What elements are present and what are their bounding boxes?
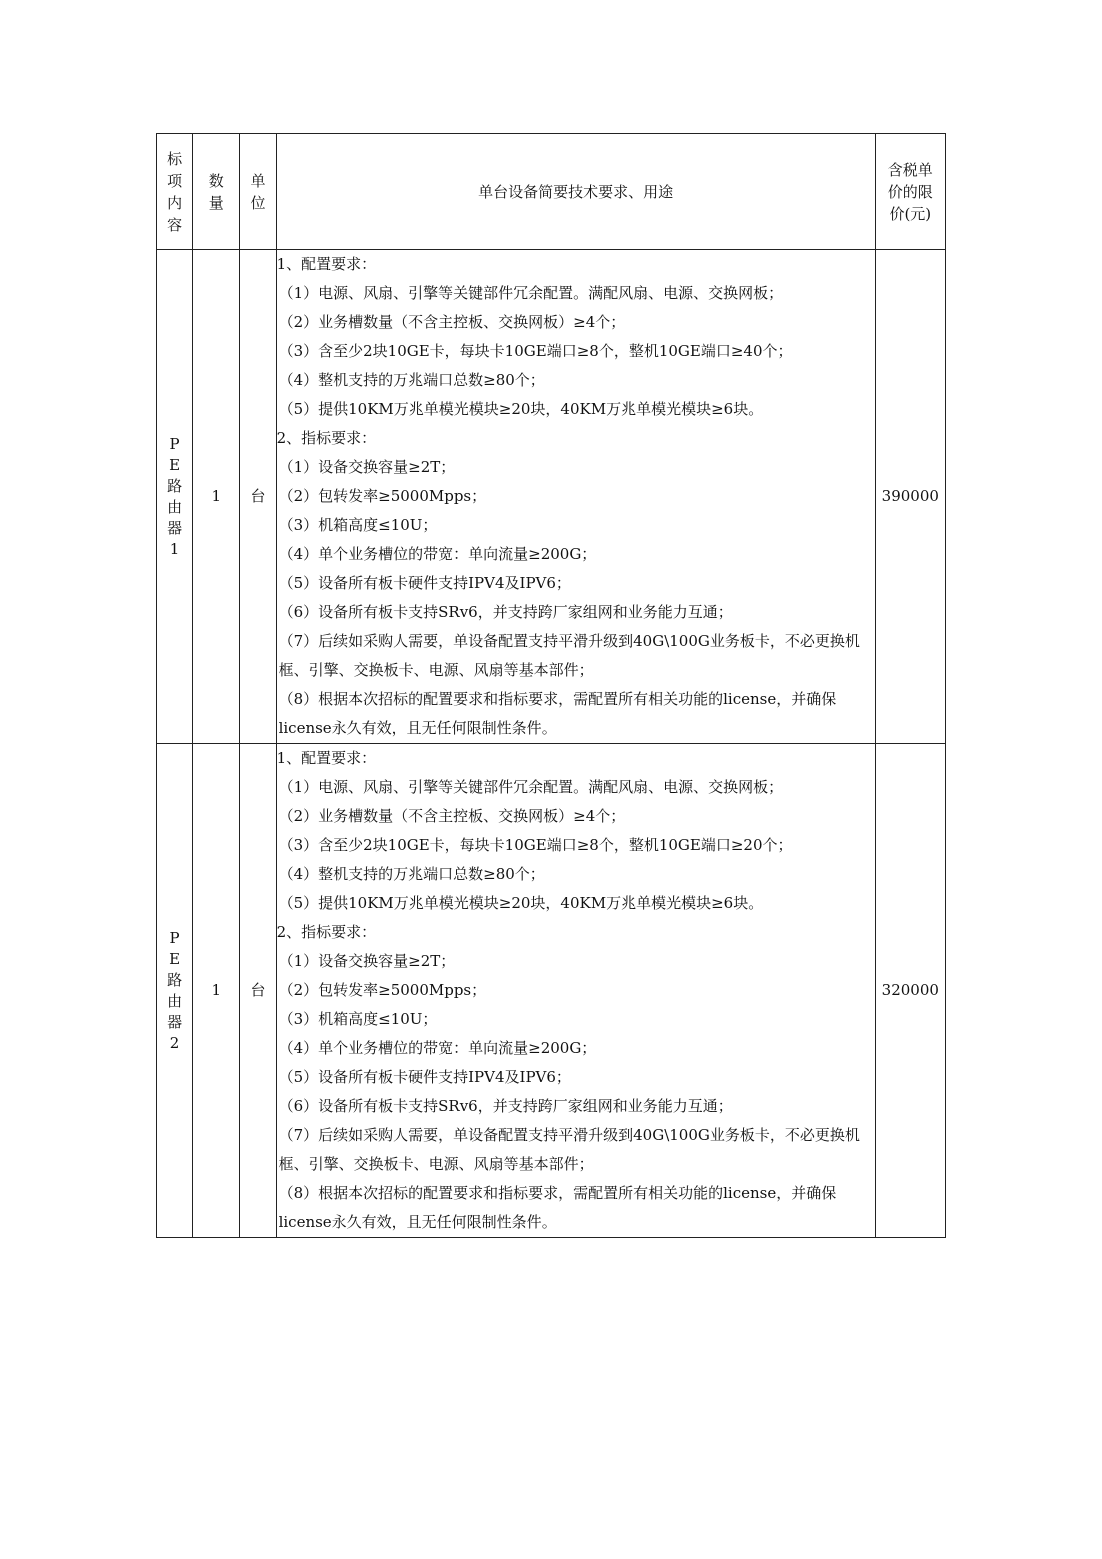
requirement-line: （3）含至少2块10GE卡，每块卡10GE端口≥8个，整机10GE端口≥20个； xyxy=(278,836,793,854)
requirement-line: （5）提供10KM万兆单模光模块≥20块，40KM万兆单模光模块≥6块。 xyxy=(278,400,764,418)
table-row xyxy=(157,744,946,1238)
requirement-line: （7）后续如采购人需要，单设备配置支持平滑升级到40G\100G业务板卡，不必更换机框、引擎、交换板卡、电源、风扇等基本部件； xyxy=(278,1126,860,1173)
requirement-line: 2、指标要求： xyxy=(276,923,377,941)
requirement-line: （4）单个业务槽位的带宽：单向流量≥200G； xyxy=(278,1039,597,1057)
requirement-line: （6）设备所有板卡支持SRv6，并支持跨厂家组网和业务能力互通； xyxy=(278,603,733,621)
qty-cell: 1 xyxy=(193,744,240,1238)
item-cell: PE路由器1 xyxy=(157,250,193,744)
price-cell: 390000 xyxy=(875,250,945,744)
header-qty: 数量 xyxy=(193,134,240,250)
description-cell xyxy=(276,250,875,744)
item-cell: PE路由器2 xyxy=(157,744,193,1238)
requirement-line: （2）包转发率≥5000Mpps； xyxy=(278,981,487,999)
requirement-line: （2）业务槽数量（不含主控板、交换网板）≥4个； xyxy=(278,807,626,825)
requirement-line: （4）整机支持的万兆端口总数≥80个； xyxy=(278,371,545,389)
table-row xyxy=(157,250,946,744)
qty-cell: 1 xyxy=(193,250,240,744)
header-unit: 单位 xyxy=(240,134,276,250)
requirement-line: （1）电源、风扇、引擎等关键部件冗余配置。满配风扇、电源、交换网板； xyxy=(278,284,784,302)
requirement-line: （8）根据本次招标的配置要求和指标要求，需配置所有相关功能的license，并确保license永久有效，且无任何限制性条件。 xyxy=(278,1184,837,1231)
header-desc: 单台设备简要技术要求、用途 xyxy=(276,134,875,250)
requirement-line: （4）单个业务槽位的带宽：单向流量≥200G； xyxy=(278,545,597,563)
header-price: 含税单价的限价(元) xyxy=(875,134,945,250)
price-cell: 320000 xyxy=(875,744,945,1238)
requirement-line: （1）设备交换容量≥2T； xyxy=(278,952,456,970)
requirement-line: （1）电源、风扇、引擎等关键部件冗余配置。满配风扇、电源、交换网板； xyxy=(278,778,784,796)
unit-cell: 台 xyxy=(240,744,276,1238)
requirement-line: （3）机箱高度≤10U； xyxy=(278,1010,438,1028)
requirement-line: （1）设备交换容量≥2T； xyxy=(278,458,456,476)
requirement-line: （3）机箱高度≤10U； xyxy=(278,516,438,534)
requirement-line: （8）根据本次招标的配置要求和指标要求，需配置所有相关功能的license，并确保license永久有效，且无任何限制性条件。 xyxy=(278,690,837,737)
requirement-line: 1、配置要求： xyxy=(276,255,377,273)
requirement-line: （5）提供10KM万兆单模光模块≥20块，40KM万兆单模光模块≥6块。 xyxy=(278,894,764,912)
requirement-line: （3）含至少2块10GE卡，每块卡10GE端口≥8个，整机10GE端口≥40个； xyxy=(278,342,793,360)
requirement-line: 2、指标要求： xyxy=(276,429,377,447)
header-row xyxy=(157,134,946,250)
description-cell xyxy=(276,744,875,1238)
requirement-line: （4）整机支持的万兆端口总数≥80个； xyxy=(278,865,545,883)
header-item: 标项内容 xyxy=(157,134,193,250)
unit-cell: 台 xyxy=(240,250,276,744)
requirement-line: 1、配置要求： xyxy=(276,749,377,767)
requirement-line: （5）设备所有板卡硬件支持IPV4及IPV6； xyxy=(278,574,571,592)
requirement-line: （5）设备所有板卡硬件支持IPV4及IPV6； xyxy=(278,1068,571,1086)
requirement-line: （2）业务槽数量（不含主控板、交换网板）≥4个； xyxy=(278,313,626,331)
requirement-line: （2）包转发率≥5000Mpps； xyxy=(278,487,487,505)
spec-table xyxy=(156,133,946,1238)
requirement-line: （7）后续如采购人需要，单设备配置支持平滑升级到40G\100G业务板卡，不必更换机框、引擎、交换板卡、电源、风扇等基本部件； xyxy=(278,632,860,679)
requirement-line: （6）设备所有板卡支持SRv6，并支持跨厂家组网和业务能力互通； xyxy=(278,1097,733,1115)
